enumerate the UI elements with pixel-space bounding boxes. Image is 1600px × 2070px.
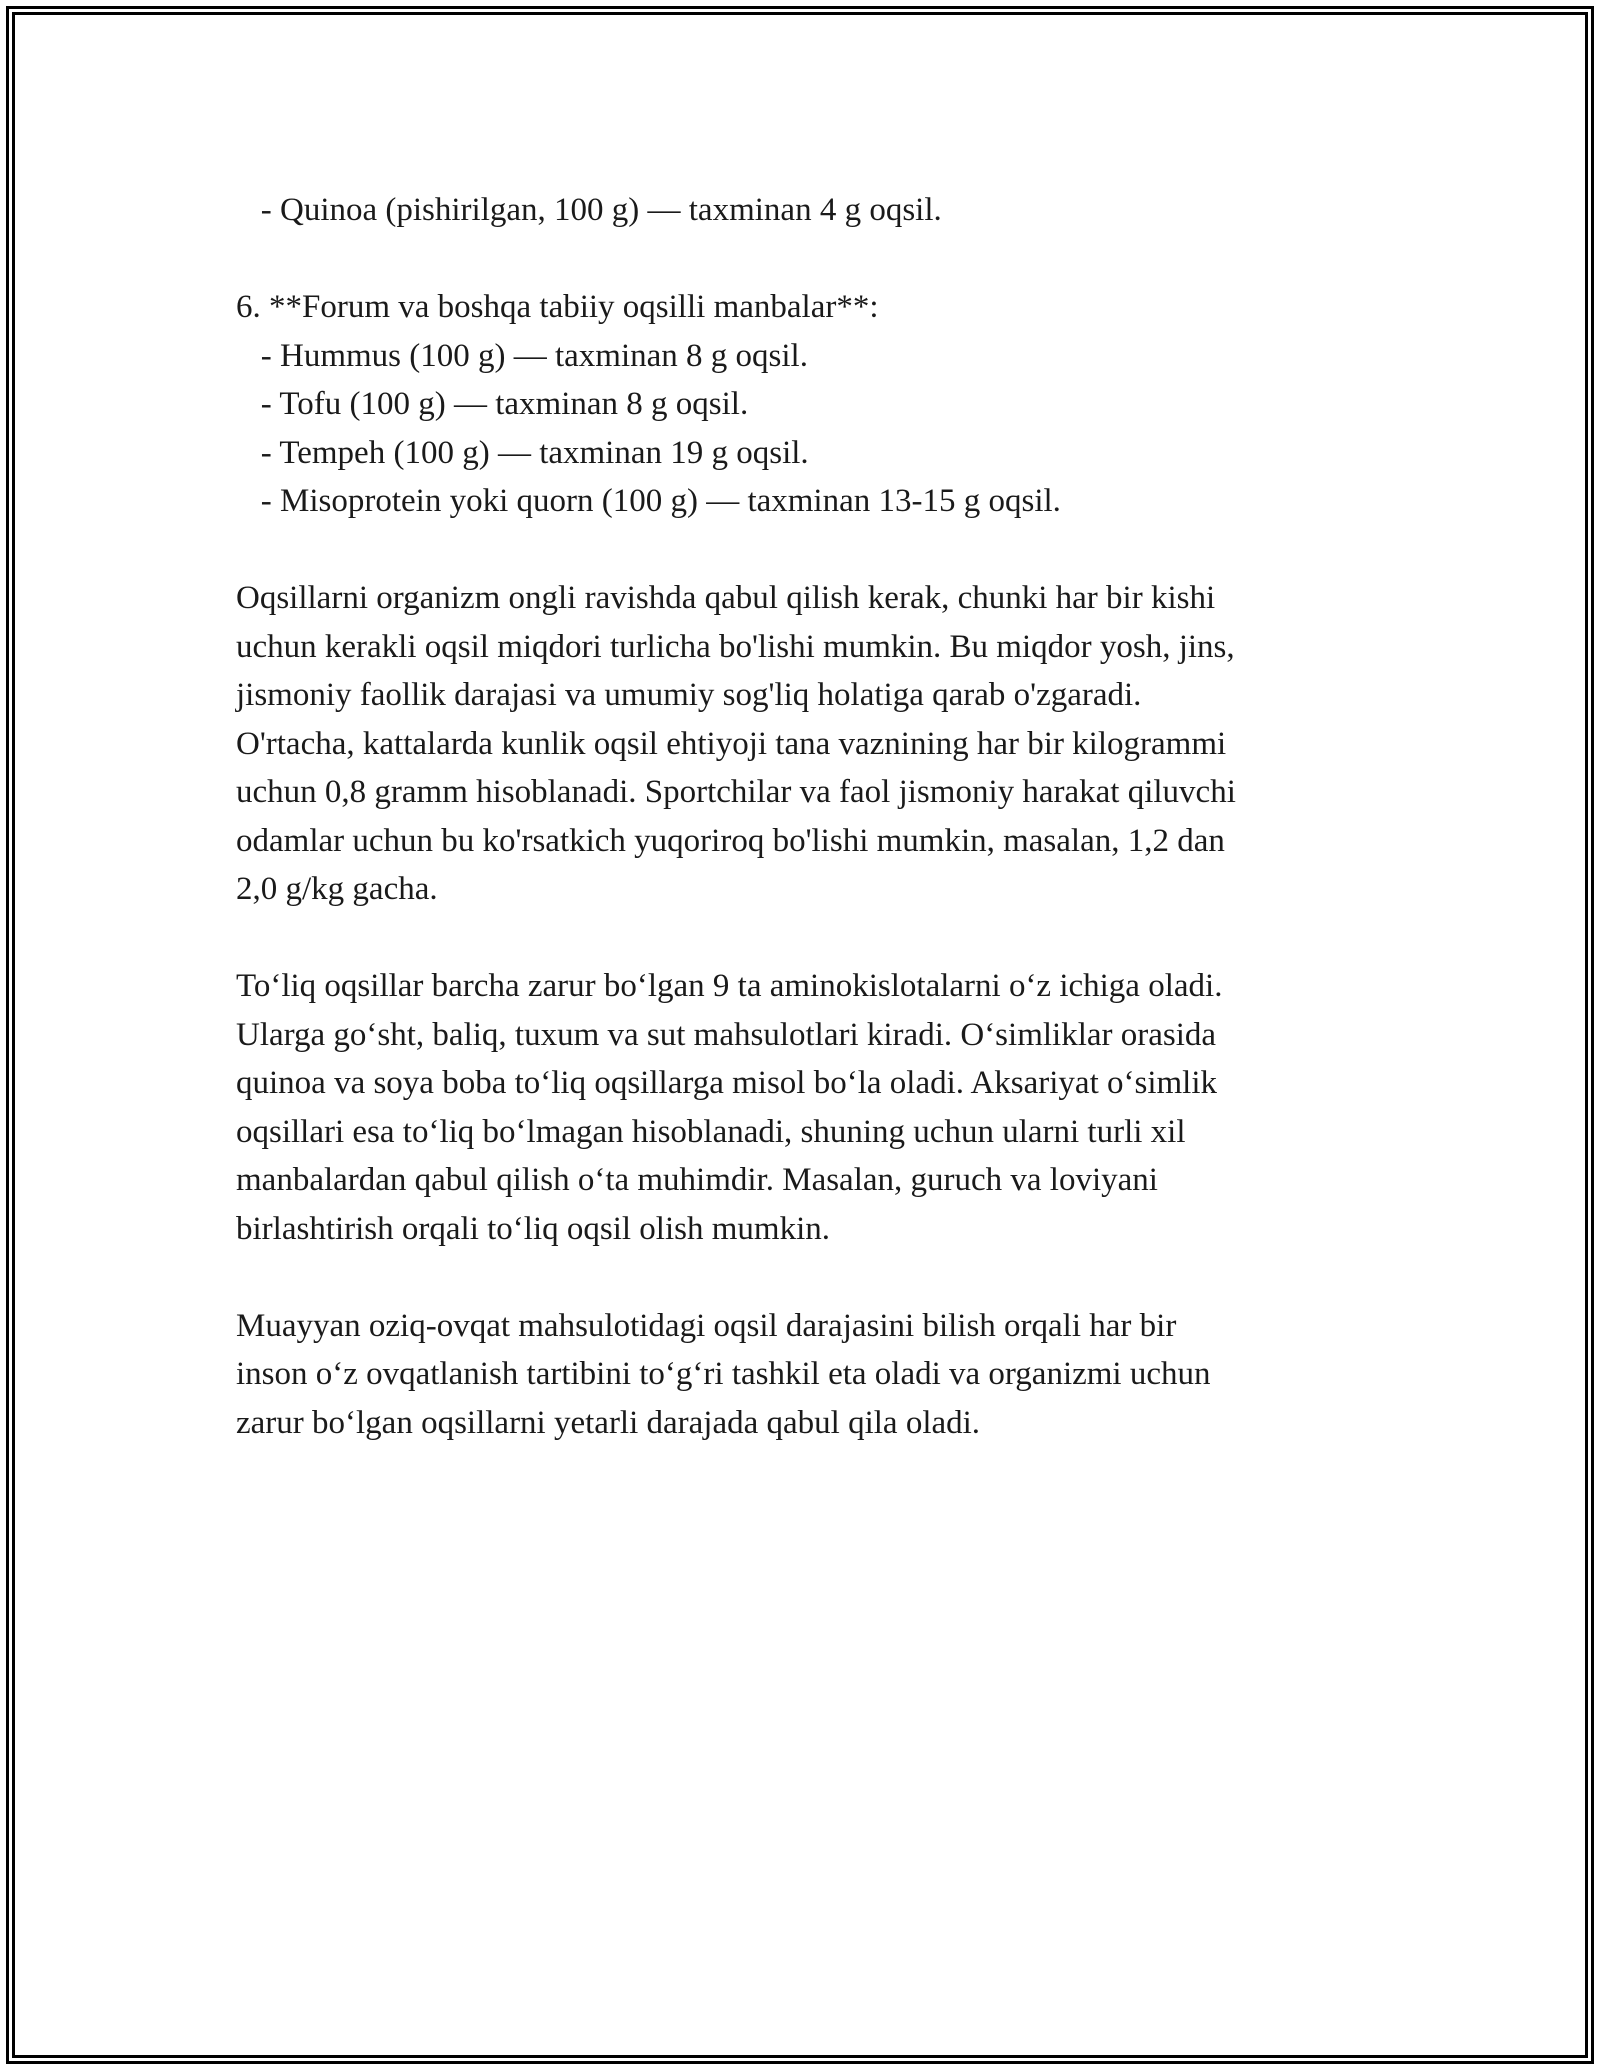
paragraph-line: jismoniy faollik darajasi va umumiy sog'liq holatiga qarab o'zgaradi. <box>236 677 1142 713</box>
list-item: - Misoprotein yoki quorn (100 g) — taxminan 13-15 g oqsil. <box>236 483 1061 519</box>
paragraph-protein-needs <box>236 574 1376 914</box>
paragraph-line: uchun kerakli oqsil miqdori turlicha bo'lishi mumkin. Bu miqdor yosh, jins, <box>236 628 1235 665</box>
spacer <box>236 526 1376 575</box>
paragraph-line: zarur bo‘lgan oqsillarni yetarli darajada qabul qila oladi. <box>236 1404 981 1441</box>
paragraph-line: inson o‘z ovqatlanish tartibini to‘g‘ri tashkil eta oladi va organizmi uchun <box>236 1356 1211 1392</box>
paragraph-line: Ularga go‘sht, baliq, tuxum va sut mahsulotlari kiradi. O‘simliklar orasida <box>236 1016 1217 1053</box>
spacer <box>236 914 1376 963</box>
list-item: - Tempeh (100 g) — taxminan 19 g oqsil. <box>236 434 809 471</box>
paragraph-line: birlashtirish orqali to‘liq oqsil olish mumkin. <box>236 1210 830 1247</box>
paragraph-line: uchun 0,8 gramm hisoblanadi. Sportchilar va faol jismoniy harakat qiluvchi <box>236 774 1236 810</box>
spacer <box>236 235 1376 284</box>
paragraph-line: oqsillari esa to‘liq bo‘lmagan hisoblanadi, shuning uchun ularni turli xil <box>236 1113 1186 1150</box>
paragraph-complete-proteins <box>236 962 1376 1253</box>
list-item: - Tofu (100 g) — taxminan 8 g oqsil. <box>236 386 749 422</box>
paragraph-line: O'rtacha, kattalarda kunlik oqsil ehtiyoji tana vaznining har bir kilogrammi <box>236 725 1227 762</box>
paragraph-line: Oqsillarni organizm ongli ravishda qabul qilish kerak, chunki har bir kishi <box>236 580 1216 616</box>
paragraph-line: Muayyan oziq-ovqat mahsulotidagi oqsil darajasini bilish orqali har bir <box>236 1307 1177 1344</box>
paragraph-line: To‘liq oqsillar barcha zarur bo‘lgan 9 ta aminokislotalarni o‘z ichiga oladi. <box>236 968 1223 1004</box>
spacer <box>236 1253 1376 1302</box>
section-6-heading: 6. **Forum va boshqa tabiiy oqsilli manbalar**: <box>236 289 879 325</box>
paragraph-line: manbalardan qabul qilish o‘ta muhimdir. Masalan, guruch va loviyani <box>236 1162 1158 1198</box>
paragraph-line: 2,0 g/kg gacha. <box>236 871 438 907</box>
list-item: - Hummus (100 g) — taxminan 8 g oqsil. <box>236 337 808 374</box>
paragraph-conclusion <box>236 1302 1376 1448</box>
paragraph-line: quinoa va soya boba to‘liq oqsillarga misol bo‘la oladi. Aksariyat o‘simlik <box>236 1065 1217 1101</box>
paragraph-line: odamlar uchun bu ko'rsatkich yuqoriroq bo'lishi mumkin, masalan, 1,2 dan <box>236 822 1225 859</box>
document-body <box>236 186 1376 1447</box>
list-item-quinoa: - Quinoa (pishirilgan, 100 g) — taxminan 4 g oqsil. <box>236 192 942 228</box>
